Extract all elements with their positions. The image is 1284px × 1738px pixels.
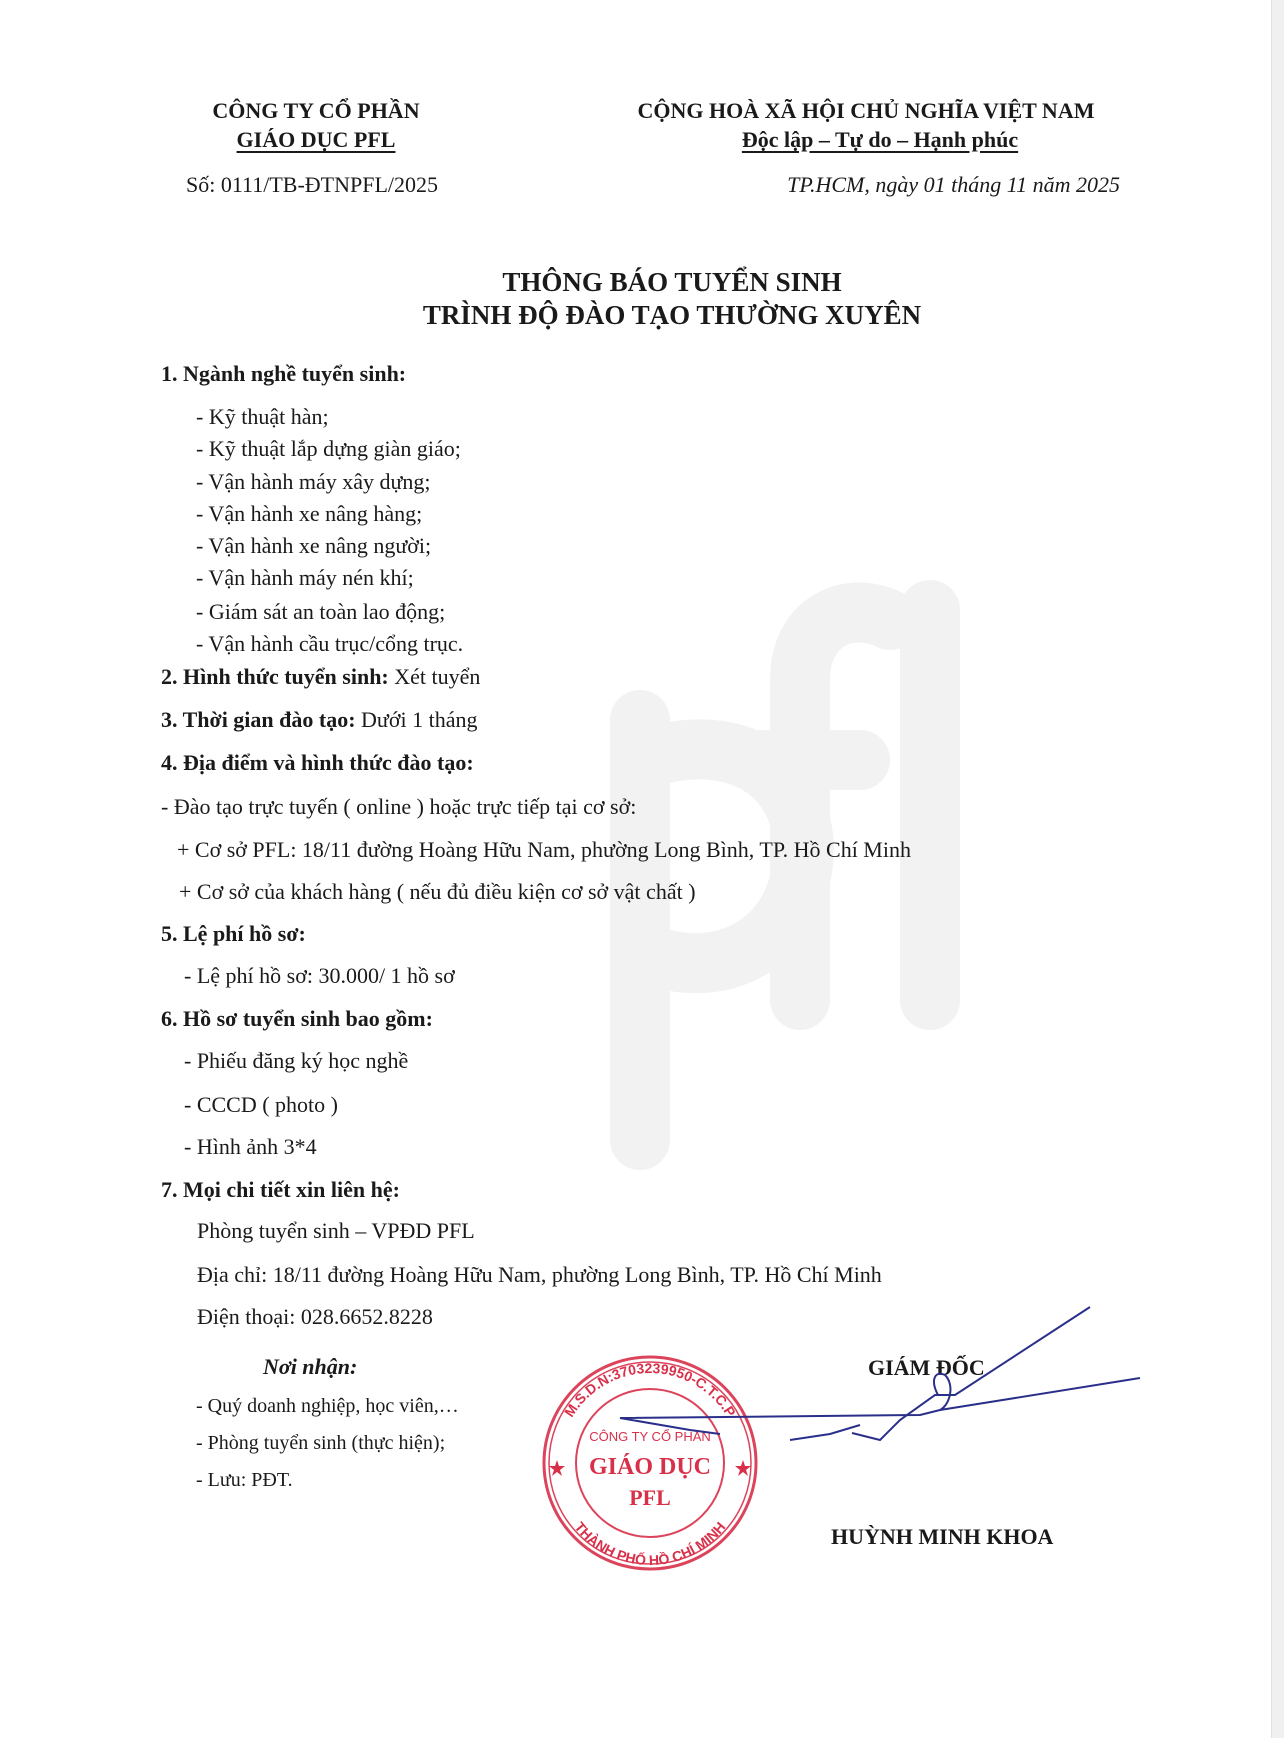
section-4-heading: 4. Địa điểm và hình thức đào tạo: — [161, 750, 474, 775]
list-item: - Phiếu đăng ký học nghề — [184, 1048, 409, 1073]
section-7-heading: 7. Mọi chi tiết xin liên hệ: — [161, 1177, 400, 1202]
list-item: - Giám sát an toàn lao động; — [196, 599, 446, 624]
org-name-line1: CÔNG TY CỔ PHẦN — [212, 98, 420, 123]
stamp-line2: GIÁO DỤC — [588, 1454, 712, 1480]
stamp-star-icon — [549, 1460, 565, 1476]
list-item: - Hình ảnh 3*4 — [184, 1134, 317, 1159]
list-item: - Lưu: PĐT. — [196, 1469, 293, 1491]
recipients-heading: Nơi nhận: — [263, 1354, 358, 1379]
signer-position: GIÁM ĐỐC — [868, 1355, 985, 1380]
title-line2: TRÌNH ĐỘ ĐÀO TẠO THƯỜNG XUYÊN — [422, 300, 922, 330]
section-1-heading: 1. Ngành nghề tuyển sinh: — [161, 361, 407, 386]
list-item: + Cơ sở PFL: 18/11 đường Hoàng Hữu Nam, phường Long Bình, TP. Hồ Chí Minh — [177, 837, 911, 862]
stamp-bottom-text: THÀNH PHỐ HỒ CHÍ MINH — [571, 1518, 729, 1569]
document-number: Số: 0111/TB-ĐTNPFL/2025 — [186, 172, 439, 197]
list-item: - CCCD ( photo ) — [184, 1092, 338, 1117]
section-6-heading: 6. Hồ sơ tuyển sinh bao gồm: — [161, 1006, 433, 1031]
list-item: - Vận hành cầu trục/cổng trục. — [196, 631, 464, 656]
list-item: - Vận hành xe nâng người; — [196, 533, 432, 558]
stamp-line1: CÔNG TY CỔ PHẦN — [589, 1429, 711, 1444]
list-item: - Đào tạo trực tuyến ( online ) hoặc trực tiếp tại cơ sở: — [161, 794, 637, 819]
contact-phone: Điện thoại: 028.6652.8228 — [197, 1304, 433, 1329]
list-item: - Kỹ thuật lắp dựng giàn giáo; — [196, 436, 461, 461]
section-5-heading: 5. Lệ phí hồ sơ: — [161, 921, 306, 946]
motto: Độc lập – Tự do – Hạnh phúc — [741, 127, 1019, 152]
nation-title: CỘNG HOÀ XÃ HỘI CHỦ NGHĨA VIỆT NAM — [637, 98, 1095, 123]
list-item: - Lệ phí hồ sơ: 30.000/ 1 hồ sơ — [184, 963, 455, 988]
title-line1: THÔNG BÁO TUYỂN SINH — [502, 267, 842, 297]
signer-name: HUỲNH MINH KHOA — [831, 1524, 1054, 1549]
section-3-heading: 3. Thời gian đào tạo: — [161, 707, 356, 732]
section-2-heading: 2. Hình thức tuyển sinh: — [161, 664, 389, 689]
place-date: TP.HCM, ngày 01 tháng 11 năm 2025 — [787, 172, 1120, 197]
stamp-outer-text: M.S.D.N:3703239950-C.T.C.P — [560, 1359, 740, 1420]
stamp-line3: PFL — [629, 1485, 671, 1510]
list-item: - Vận hành xe nâng hàng; — [196, 501, 423, 526]
list-item: - Phòng tuyển sinh (thực hiện); — [196, 1432, 446, 1454]
contact-department: Phòng tuyển sinh – VPĐD PFL — [197, 1218, 475, 1243]
list-item: - Kỹ thuật hàn; — [196, 404, 329, 429]
list-item: - Vận hành máy nén khí; — [196, 565, 414, 590]
org-name-line2: GIÁO DỤC PFL — [236, 127, 396, 152]
list-item: + Cơ sở của khách hàng ( nếu đủ điều kiện cơ sở vật chất ) — [179, 879, 696, 904]
list-item: - Quý doanh nghiệp, học viên,… — [196, 1395, 459, 1417]
section-2-value: Xét tuyển — [388, 664, 481, 689]
contact-address: Địa chỉ: 18/11 đường Hoàng Hữu Nam, phường Long Bình, TP. Hồ Chí Minh — [197, 1262, 882, 1287]
stamp-star-icon — [735, 1460, 751, 1476]
list-item: - Vận hành máy xây dựng; — [196, 469, 431, 494]
section-3-value: Dưới 1 tháng — [355, 707, 478, 732]
